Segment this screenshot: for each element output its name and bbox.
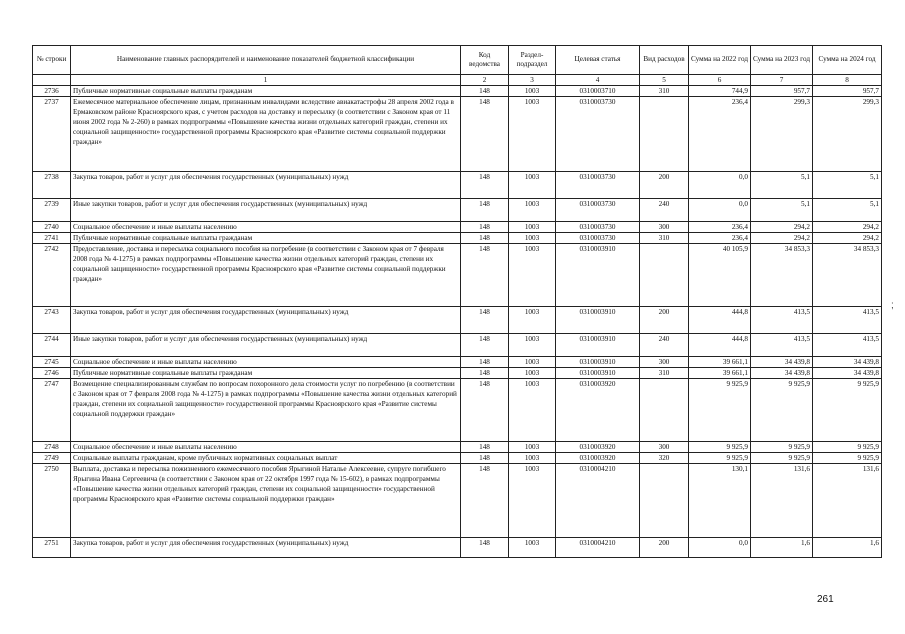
row-number-cell: 2739 <box>33 199 71 222</box>
edge-mark: ; <box>891 300 894 311</box>
row-sum-2022-cell: 9 925,9 <box>689 442 751 453</box>
row-sum-2024-cell: 9 925,9 <box>813 442 882 453</box>
row-expense-type-cell <box>640 244 689 307</box>
row-section-cell: 1003 <box>509 233 556 244</box>
row-sum-2024-cell: 9 925,9 <box>813 379 882 442</box>
table-row <box>33 368 882 379</box>
row-sum-2022-cell: 130,1 <box>689 464 751 538</box>
row-expense-type-cell: 240 <box>640 199 689 222</box>
row-sum-2023-cell: 957,7 <box>751 86 813 97</box>
row-dept-code-cell: 148 <box>461 357 509 368</box>
table-row <box>33 172 882 199</box>
row-section-cell: 1003 <box>509 86 556 97</box>
row-name-cell: Социальное обеспечение и иные выплаты населению <box>71 222 461 233</box>
row-sum-2023-cell: 34 439,8 <box>751 357 813 368</box>
row-expense-type-cell: 240 <box>640 334 689 357</box>
table-row <box>33 233 882 244</box>
row-target-article-cell: 0310003730 <box>556 172 640 199</box>
row-dept-code-cell: 148 <box>461 233 509 244</box>
row-sum-2023-cell: 9 925,9 <box>751 453 813 464</box>
row-sum-2024-cell: 9 925,9 <box>813 453 882 464</box>
row-sum-2024-cell: 294,2 <box>813 222 882 233</box>
row-sum-2023-cell: 34 439,8 <box>751 368 813 379</box>
row-sum-2022-cell: 236,4 <box>689 97 751 172</box>
row-target-article-cell: 0310003910 <box>556 307 640 334</box>
row-name-cell: Ежемесячное материальное обеспечение лицам, признанным инвалидами вследствие авиакатастрофы 28 апреля 2002 года в Ермаковском районе Красноярского края, с учетом расходов на доставку и пересылку (в соответствии с Законом края от 11 июня 2002 года № 2-260) в рамках подпрограммы «Повышение качества жизни отдельных категорий граждан, степени их социальной защищенности» государственной программы Красноярского края «Развитие системы социальной поддержки граждан» <box>71 97 461 172</box>
row-section-cell: 1003 <box>509 453 556 464</box>
row-sum-2024-cell: 5,1 <box>813 172 882 199</box>
row-target-article-cell: 0310003730 <box>556 97 640 172</box>
row-expense-type-cell: 300 <box>640 357 689 368</box>
row-section-cell: 1003 <box>509 368 556 379</box>
row-sum-2023-cell: 413,5 <box>751 307 813 334</box>
row-number-cell: 2744 <box>33 334 71 357</box>
row-section-cell: 1003 <box>509 464 556 538</box>
header-dept-code: Код ведомства <box>461 46 509 75</box>
row-sum-2023-cell: 9 925,9 <box>751 442 813 453</box>
row-sum-2023-cell: 413,5 <box>751 334 813 357</box>
row-number-cell: 2738 <box>33 172 71 199</box>
row-expense-type-cell: 200 <box>640 307 689 334</box>
row-dept-code-cell: 148 <box>461 97 509 172</box>
table-row <box>33 357 882 368</box>
row-name-cell: Закупка товаров, работ и услуг для обеспечения государственных (муниципальных) нужд <box>71 307 461 334</box>
page-number: 261 <box>817 594 834 605</box>
row-target-article-cell: 0310003920 <box>556 453 640 464</box>
row-dept-code-cell: 148 <box>461 538 509 558</box>
row-number-cell: 2751 <box>33 538 71 558</box>
budget-table <box>32 45 882 558</box>
header-sum-2022: Сумма на 2022 год <box>689 46 751 75</box>
row-sum-2022-cell: 0,0 <box>689 199 751 222</box>
row-sum-2024-cell: 957,7 <box>813 86 882 97</box>
row-dept-code-cell: 148 <box>461 379 509 442</box>
row-expense-type-cell <box>640 464 689 538</box>
row-target-article-cell: 0310003910 <box>556 357 640 368</box>
row-target-article-cell: 0310003730 <box>556 233 640 244</box>
row-expense-type-cell <box>640 97 689 172</box>
table-row <box>33 442 882 453</box>
table-row <box>33 538 882 558</box>
row-sum-2024-cell: 34 439,8 <box>813 357 882 368</box>
row-sum-2022-cell: 40 105,9 <box>689 244 751 307</box>
row-target-article-cell: 0310003910 <box>556 334 640 357</box>
row-target-article-cell: 0310004210 <box>556 464 640 538</box>
row-expense-type-cell: 310 <box>640 233 689 244</box>
row-name-cell: Социальные выплаты гражданам, кроме публичных нормативных социальных выплат <box>71 453 461 464</box>
header-sum-2024: Сумма на 2024 год <box>813 46 882 75</box>
row-sum-2024-cell: 413,5 <box>813 307 882 334</box>
row-sum-2024-cell: 5,1 <box>813 199 882 222</box>
header-expense-type: Вид расходов <box>640 46 689 75</box>
row-name-cell: Публичные нормативные социальные выплаты гражданам <box>71 368 461 379</box>
row-name-cell: Социальное обеспечение и иные выплаты населению <box>71 442 461 453</box>
row-number-cell: 2740 <box>33 222 71 233</box>
row-number-cell: 2746 <box>33 368 71 379</box>
header-target-article: Целевая статья <box>556 46 640 75</box>
row-sum-2022-cell: 0,0 <box>689 538 751 558</box>
row-section-cell: 1003 <box>509 172 556 199</box>
row-dept-code-cell: 148 <box>461 86 509 97</box>
row-number-cell: 2749 <box>33 453 71 464</box>
row-sum-2022-cell: 0,0 <box>689 172 751 199</box>
row-sum-2022-cell: 9 925,9 <box>689 379 751 442</box>
header-number-cell: 5 <box>640 75 689 86</box>
table-row <box>33 307 882 334</box>
table-row <box>33 244 882 307</box>
row-sum-2022-cell: 9 925,9 <box>689 453 751 464</box>
header-number-cell <box>33 75 71 86</box>
row-expense-type-cell: 200 <box>640 172 689 199</box>
header-number-cell: 6 <box>689 75 751 86</box>
table-row <box>33 97 882 172</box>
row-sum-2022-cell: 39 661,1 <box>689 368 751 379</box>
row-expense-type-cell: 300 <box>640 222 689 233</box>
row-name-cell: Иные закупки товаров, работ и услуг для обеспечения государственных (муниципальных) нужд <box>71 334 461 357</box>
row-sum-2022-cell: 236,4 <box>689 222 751 233</box>
header-section: Раздел-подраздел <box>509 46 556 75</box>
row-target-article-cell: 0310004210 <box>556 538 640 558</box>
row-name-cell: Выплата, доставка и пересылка пожизненного ежемесячного пособия Ярыгиной Наталье Алексеевне, супруге погибшего Ярыгина Ивана Сергеевича (в соответствии с Законом края от 22 октября 1997 года № 15-602), в рамках подпрограммы «Повышение качества жизни отдельных категорий граждан, степени их социальной защищенности» государственной программы Красноярского края «Развитие системы социальной поддержки граждан» <box>71 464 461 538</box>
row-name-cell: Иные закупки товаров, работ и услуг для обеспечения государственных (муниципальных) нужд <box>71 199 461 222</box>
row-number-cell: 2750 <box>33 464 71 538</box>
row-name-cell: Закупка товаров, работ и услуг для обеспечения государственных (муниципальных) нужд <box>71 538 461 558</box>
table-row <box>33 222 882 233</box>
row-number-cell: 2747 <box>33 379 71 442</box>
row-sum-2024-cell: 413,5 <box>813 334 882 357</box>
row-sum-2023-cell: 131,6 <box>751 464 813 538</box>
table-row <box>33 199 882 222</box>
row-sum-2023-cell: 5,1 <box>751 172 813 199</box>
row-sum-2024-cell: 299,3 <box>813 97 882 172</box>
row-expense-type-cell: 310 <box>640 86 689 97</box>
row-target-article-cell: 0310003730 <box>556 199 640 222</box>
row-expense-type-cell: 310 <box>640 368 689 379</box>
row-sum-2023-cell: 294,2 <box>751 233 813 244</box>
row-dept-code-cell: 148 <box>461 442 509 453</box>
row-sum-2023-cell: 294,2 <box>751 222 813 233</box>
row-name-cell: Возмещение специализированным службам по вопросам похоронного дела стоимости услуг по погребению (в соответствии с Законом края от 7 февраля 2008 года № 4-1275) в рамках подпрограммы «Повышение качества жизни отдельных категорий граждан, степени их социальной защищенности» государственной программы Красноярского края «Развитие системы социальной поддержки граждан» <box>71 379 461 442</box>
row-number-cell: 2748 <box>33 442 71 453</box>
row-dept-code-cell: 148 <box>461 172 509 199</box>
row-sum-2024-cell: 131,6 <box>813 464 882 538</box>
row-sum-2022-cell: 39 661,1 <box>689 357 751 368</box>
row-name-cell: Публичные нормативные социальные выплаты гражданам <box>71 86 461 97</box>
header-number-cell: 2 <box>461 75 509 86</box>
row-expense-type-cell: 320 <box>640 453 689 464</box>
header-row-number: № строки <box>33 46 71 75</box>
row-section-cell: 1003 <box>509 244 556 307</box>
row-sum-2023-cell: 34 853,3 <box>751 244 813 307</box>
row-section-cell: 1003 <box>509 307 556 334</box>
row-sum-2023-cell: 5,1 <box>751 199 813 222</box>
row-dept-code-cell: 148 <box>461 464 509 538</box>
row-section-cell: 1003 <box>509 538 556 558</box>
row-sum-2024-cell: 34 853,3 <box>813 244 882 307</box>
row-sum-2023-cell: 299,3 <box>751 97 813 172</box>
row-name-cell: Закупка товаров, работ и услуг для обеспечения государственных (муниципальных) нужд <box>71 172 461 199</box>
row-number-cell: 2742 <box>33 244 71 307</box>
row-sum-2024-cell: 1,6 <box>813 538 882 558</box>
row-dept-code-cell: 148 <box>461 244 509 307</box>
row-target-article-cell: 0310003730 <box>556 222 640 233</box>
row-number-cell: 2745 <box>33 357 71 368</box>
row-sum-2022-cell: 444,8 <box>689 334 751 357</box>
row-sum-2022-cell: 444,8 <box>689 307 751 334</box>
row-dept-code-cell: 148 <box>461 222 509 233</box>
row-name-cell: Публичные нормативные социальные выплаты гражданам <box>71 233 461 244</box>
header-number-cell: 8 <box>813 75 882 86</box>
header-number-cell: 4 <box>556 75 640 86</box>
row-section-cell: 1003 <box>509 222 556 233</box>
row-section-cell: 1003 <box>509 379 556 442</box>
row-dept-code-cell: 148 <box>461 199 509 222</box>
row-section-cell: 1003 <box>509 357 556 368</box>
table-row <box>33 464 882 538</box>
row-sum-2022-cell: 744,9 <box>689 86 751 97</box>
row-section-cell: 1003 <box>509 97 556 172</box>
table-body <box>33 86 882 558</box>
table-row <box>33 86 882 97</box>
row-sum-2022-cell: 236,4 <box>689 233 751 244</box>
header-number-cell: 1 <box>71 75 461 86</box>
table-row <box>33 453 882 464</box>
row-dept-code-cell: 148 <box>461 368 509 379</box>
row-expense-type-cell: 300 <box>640 442 689 453</box>
row-dept-code-cell: 148 <box>461 334 509 357</box>
row-section-cell: 1003 <box>509 334 556 357</box>
header-name: Наименование главных распорядителей и наименование показателей бюджетной классификации <box>71 46 461 75</box>
header-sum-2023: Сумма на 2023 год <box>751 46 813 75</box>
row-target-article-cell: 0310003910 <box>556 368 640 379</box>
row-sum-2023-cell: 9 925,9 <box>751 379 813 442</box>
header-numbers-row <box>33 75 882 86</box>
row-dept-code-cell: 148 <box>461 307 509 334</box>
row-name-cell: Предоставление, доставка и пересылка социального пособия на погребение (в соответствии с Законом края от 7 февраля 2008 года № 4-1275) в рамках подпрограммы «Повышение качества жизни отдельных категорий граждан, степени их социальной защищенности» государственной программы Красноярского края «Развитие системы социальной поддержки граждан» <box>71 244 461 307</box>
row-section-cell: 1003 <box>509 442 556 453</box>
row-sum-2024-cell: 294,2 <box>813 233 882 244</box>
row-number-cell: 2737 <box>33 97 71 172</box>
row-target-article-cell: 0310003710 <box>556 86 640 97</box>
row-name-cell: Социальное обеспечение и иные выплаты населению <box>71 357 461 368</box>
row-target-article-cell: 0310003920 <box>556 379 640 442</box>
row-target-article-cell: 0310003910 <box>556 244 640 307</box>
row-number-cell: 2743 <box>33 307 71 334</box>
row-section-cell: 1003 <box>509 199 556 222</box>
row-sum-2023-cell: 1,6 <box>751 538 813 558</box>
table-header <box>33 46 882 86</box>
row-dept-code-cell: 148 <box>461 453 509 464</box>
row-number-cell: 2741 <box>33 233 71 244</box>
row-target-article-cell: 0310003920 <box>556 442 640 453</box>
table-row <box>33 379 882 442</box>
row-expense-type-cell <box>640 379 689 442</box>
row-sum-2024-cell: 34 439,8 <box>813 368 882 379</box>
header-number-cell: 3 <box>509 75 556 86</box>
header-number-cell: 7 <box>751 75 813 86</box>
table-row <box>33 334 882 357</box>
row-number-cell: 2736 <box>33 86 71 97</box>
row-expense-type-cell: 200 <box>640 538 689 558</box>
